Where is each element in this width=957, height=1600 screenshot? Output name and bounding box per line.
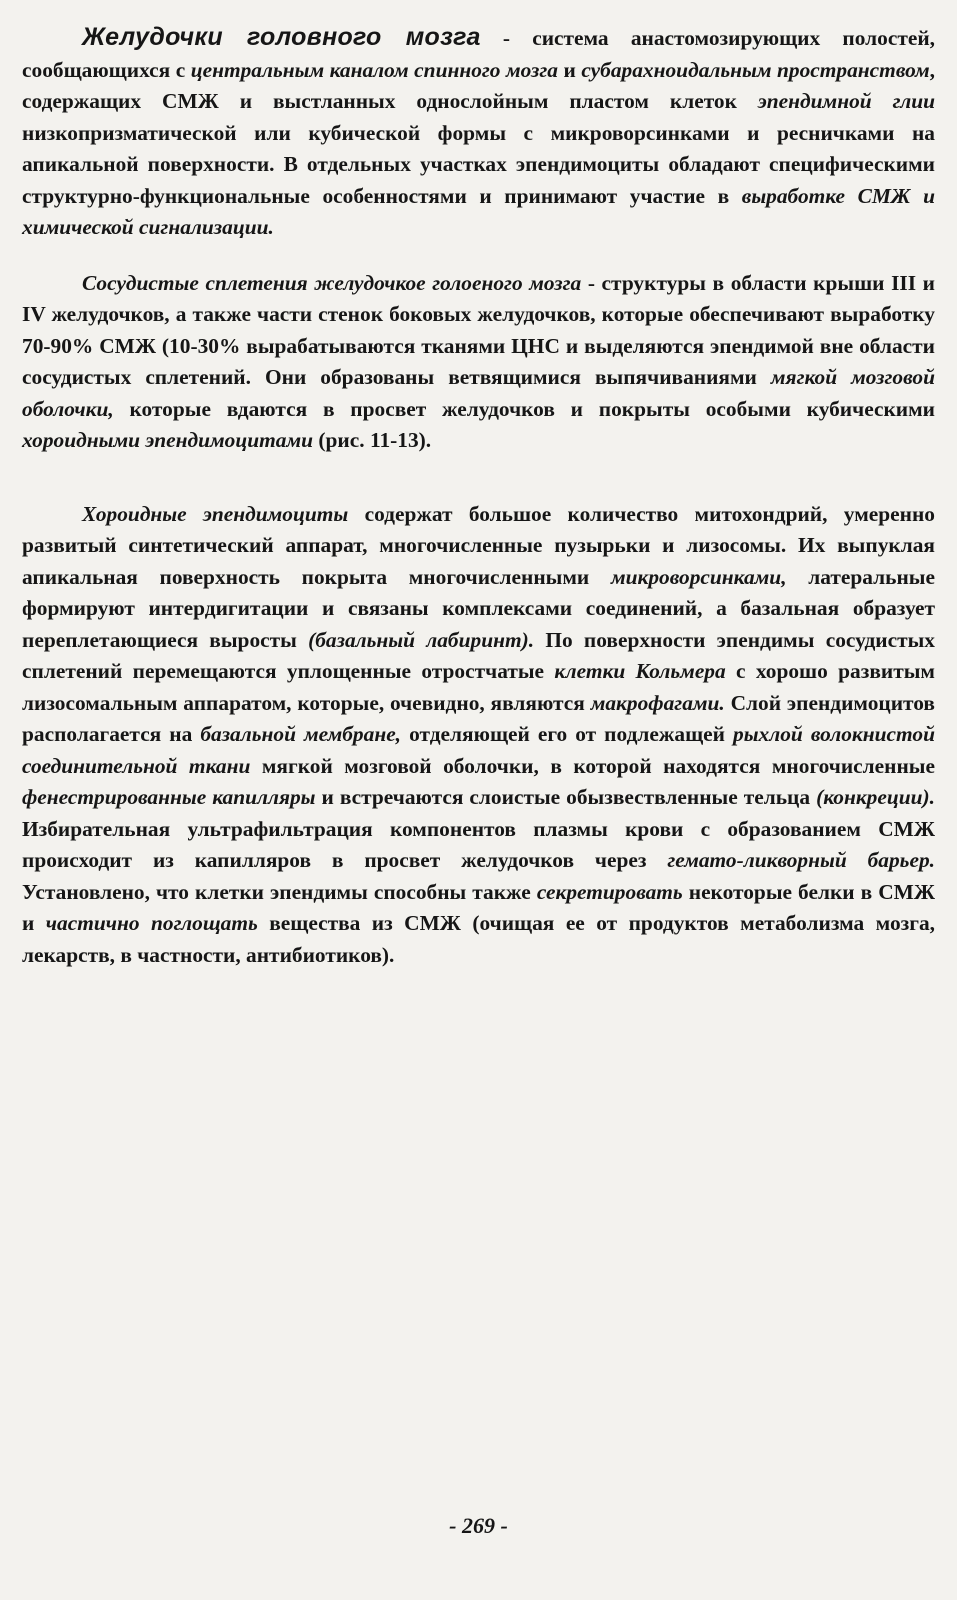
text-run: отделяющей его от подлежащей: [401, 722, 733, 746]
text-run: и: [558, 57, 582, 82]
term-emphasis: хороидными эпендимоцитами: [22, 428, 314, 452]
term-emphasis: (базальный лабиринт).: [308, 627, 535, 652]
term-emphasis: мягкой мозговой оболочки,: [22, 365, 935, 421]
term-emphasis: эпендимной глии: [757, 89, 935, 113]
text-run: , содержащих СМЖ и выстланных однослойным пластом клеток: [22, 57, 935, 113]
text-run: - система анастомозирующих полостей, сообщающихся с: [22, 26, 935, 82]
term-emphasis: центральным каналом спинного мозга: [190, 57, 558, 82]
text-run: По поверхности эпендимы сосудистых сплетений перемещаются уплощенные отростчатые: [22, 627, 936, 683]
text-run: (рис. 11-13).: [313, 428, 432, 452]
term-emphasis: (конкреции).: [816, 785, 936, 809]
term-emphasis: фенестрированные капилляры: [22, 785, 316, 809]
term-emphasis: субарахноидальным пространством: [581, 57, 930, 82]
term-emphasis: Сосудистые сплетения желудочкое голоеного мозга: [82, 270, 582, 295]
body-text: [22, 22, 935, 995]
text-run: и встречаются слоистые обызвествленные тельца: [315, 785, 817, 809]
text-run: которые вдаются в просвет желудочков и покрыты особыми кубическими: [113, 396, 935, 421]
text-run: вещества из СМЖ (очищая ее от продуктов метаболизма мозга, лекарств, в частности, антибиотиков).: [22, 911, 936, 967]
term-emphasis: секретировать: [536, 879, 683, 904]
term-emphasis: микроворсинками,: [610, 564, 787, 589]
paragraph-choroid-ependymocytes: [22, 499, 935, 972]
text-run: некоторые белки в СМЖ и: [22, 879, 935, 935]
text-run: латеральные формируют интердигитации и связаны комплексами соединений, а базальная образует переплетающиеся выросты: [22, 564, 935, 652]
text-run: Установлено, что клетки эпендимы способны также: [22, 879, 537, 904]
term-emphasis: гемато-ликворный барьер.: [667, 848, 935, 872]
term-emphasis: базальной мембране,: [200, 722, 402, 746]
paragraph-ventricles: [22, 22, 935, 244]
paragraph-choroid-plexus: [22, 268, 935, 457]
term-emphasis: выработке СМЖ и химической сигнализации.: [22, 183, 935, 239]
section-heading: Желудочки головного мозга: [82, 23, 481, 51]
text-run: мягкой мозговой оболочки, в которой находятся многочисленные: [250, 753, 935, 778]
text-run: низкопризматической или кубической формы с микроворсинками и ресничками на апикальной поверхности. В отдельных участках эпендимоциты обладают специфическими структурно-функциональные особенностями и принимают участие в: [22, 120, 935, 208]
text-run: с хорошо развитым лизосомальным аппаратом, которые, очевидно, являются: [22, 659, 935, 715]
term-emphasis: клетки Кольмера: [554, 659, 726, 683]
text-run: содержат большое количество митохондрий, умеренно развитый синтетический аппарат, многочисленные пузырьки и лизосомы. Их выпуклая апикальная поверхность покрыта многочисленными: [22, 501, 935, 589]
term-emphasis: рыхлой волокнистой соединительной ткани: [22, 722, 935, 778]
text-run: Избирательная ультрафильтрация компонентов плазмы крови с образованием СМЖ происходит из капилляров в просвет желудочков через: [22, 816, 935, 872]
text-run: - структуры в области крыши III и IV желудочков, а также части стенок боковых желудочков, которые обеспечивают выработку 70-90% СМЖ (10-30% вырабатываются тканями ЦНС и выделяются эпендимой вне области сосудистых сплетений. Они образованы ветвящимися выпячиваниями: [22, 270, 935, 389]
term-emphasis: макрофагами.: [590, 690, 725, 715]
page-number: - 269 -: [449, 1513, 508, 1538]
term-emphasis: Хороидные эпендимоциты: [82, 501, 349, 526]
text-run: Слой эпендимоцитов располагается на: [22, 690, 935, 746]
term-emphasis: частично поглощать: [45, 911, 258, 935]
